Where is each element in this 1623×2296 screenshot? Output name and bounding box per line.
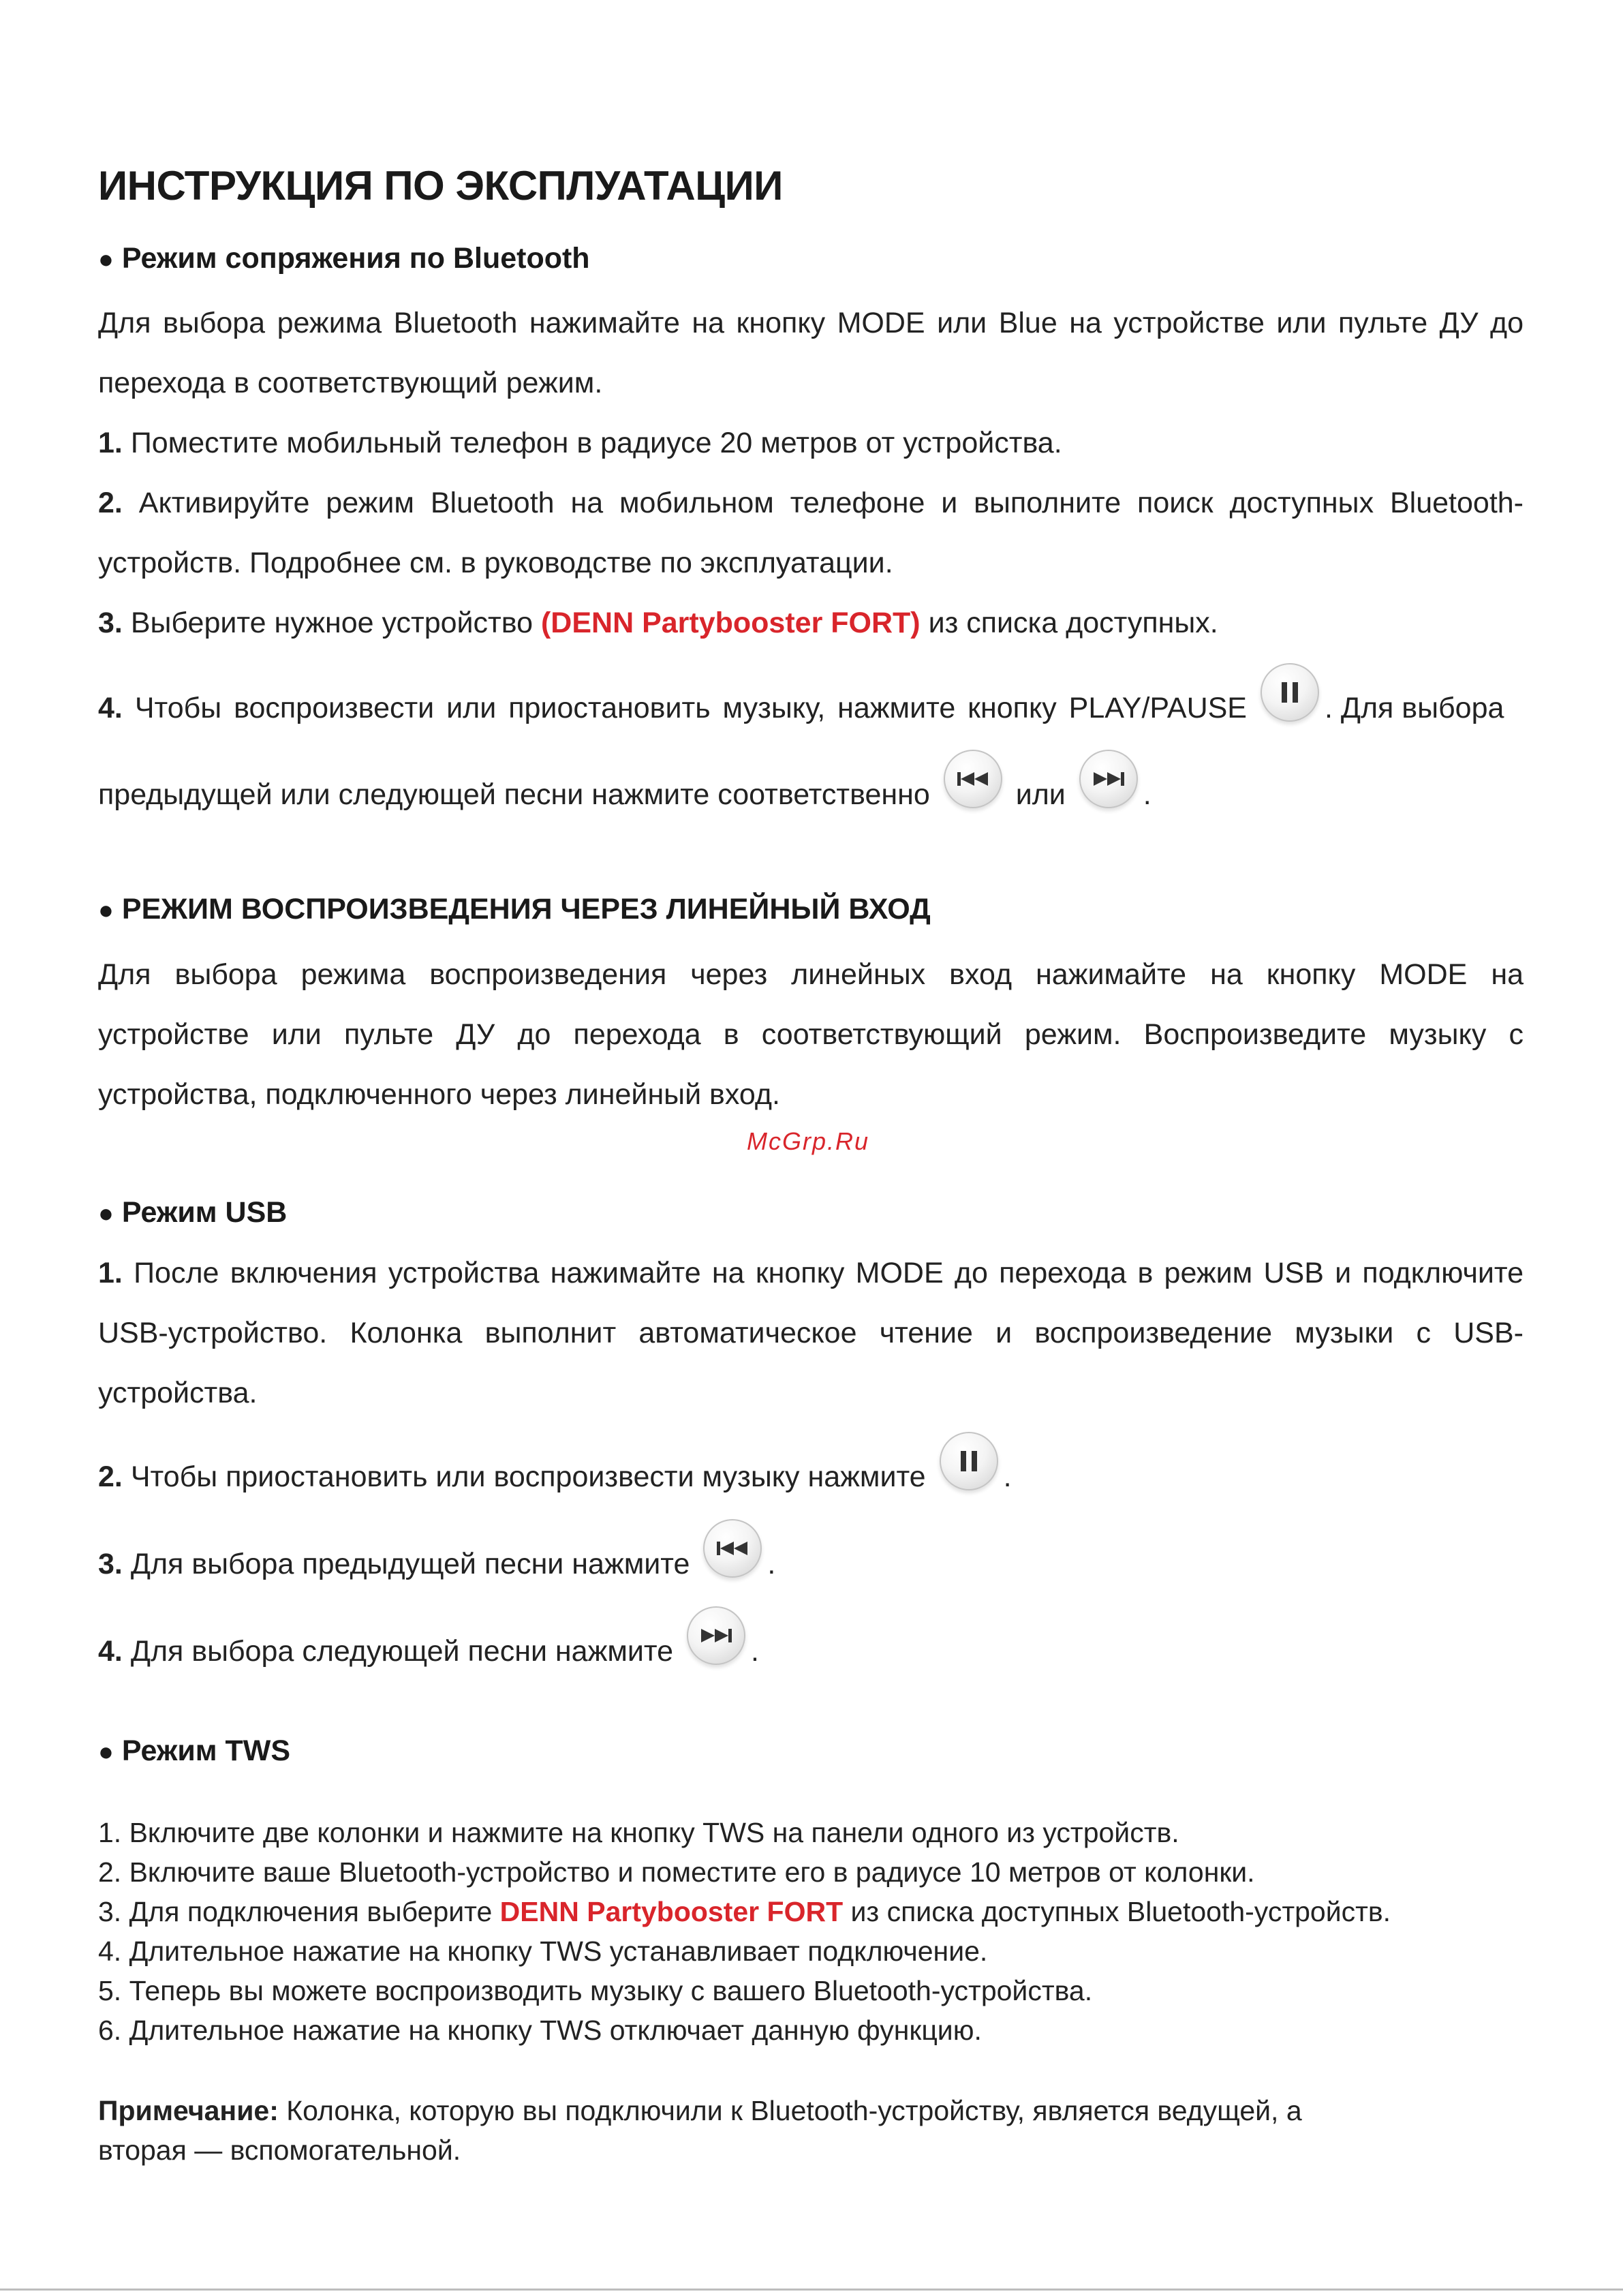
note-line2: вторая — вспомогательной. bbox=[98, 2134, 461, 2166]
tws-list bbox=[98, 1813, 1391, 2050]
step-number: 2. bbox=[98, 1460, 123, 1493]
linein-heading-text: РЕЖИМ ВОСПРОИЗВЕДЕНИЯ ЧЕРЕЗ ЛИНЕЙНЫЙ ВХОД bbox=[121, 893, 931, 925]
device-name: (DENN Partybooster FORT) bbox=[540, 607, 921, 639]
note bbox=[98, 2091, 1302, 2170]
linein-heading bbox=[98, 893, 931, 926]
usb-heading bbox=[98, 1196, 287, 1229]
bullet-icon: ● bbox=[98, 1199, 114, 1228]
bluetooth-step-3 bbox=[98, 593, 1218, 653]
page-title: ИНСТРУКЦИЯ ПО ЭКСПЛУАТАЦИИ bbox=[98, 163, 783, 209]
linein-line1: Для выбора режима воспроизведения через линейных вход нажимайте на кнопку MODE на bbox=[98, 958, 1524, 991]
bluetooth-step-1 bbox=[98, 413, 1062, 473]
tws-list-item: 2. Включите ваше Bluetooth-устройство и поместите его в радиусе 10 метров от колонки. bbox=[98, 1856, 1255, 1888]
step-number: 1. bbox=[98, 1257, 123, 1289]
step-text-after: . Для выбора bbox=[1324, 692, 1504, 724]
step-text-end: из списка доступных. bbox=[920, 607, 1218, 639]
bullet-icon: ● bbox=[98, 1738, 114, 1766]
bluetooth-step-2-line1 bbox=[98, 473, 1524, 533]
tws-heading bbox=[98, 1734, 290, 1768]
step-text: Для выбора предыдущей песни нажмите bbox=[122, 1548, 690, 1580]
bluetooth-intro-line2: перехода в соответствующий режим. bbox=[98, 367, 603, 399]
step-number: 4. bbox=[98, 692, 123, 724]
step-number: 1. bbox=[98, 427, 123, 459]
step-text: После включения устройства нажимайте на кнопку MODE до перехода в режим USB и подключите bbox=[122, 1257, 1524, 1289]
tws-item-text: 3. Для подключения выберите bbox=[98, 1896, 500, 1927]
bluetooth-step-4-line1 bbox=[98, 678, 1524, 739]
note-label: Примечание: bbox=[98, 2095, 279, 2126]
next-track-icon bbox=[687, 1606, 745, 1665]
bluetooth-heading bbox=[98, 242, 590, 275]
previous-track-icon bbox=[944, 750, 1002, 808]
usb-step-1-line3: устройства. bbox=[98, 1377, 258, 1409]
step-text: Чтобы воспроизвести или приостановить музыку, нажмите кнопку PLAY/PAUSE bbox=[122, 692, 1247, 724]
period: . bbox=[767, 1548, 776, 1580]
step-text: Для выбора следующей песни нажмите bbox=[122, 1635, 674, 1668]
tws-list-item: 4. Длительное нажатие на кнопку TWS устанавливает подключение. bbox=[98, 1935, 988, 1967]
tws-list-item bbox=[98, 1892, 1391, 1931]
note-line1 bbox=[98, 2091, 1302, 2130]
or-text: или bbox=[1015, 778, 1066, 811]
device-name: DENN Partybooster FORT bbox=[499, 1896, 844, 1927]
tws-list-item: 6. Длительное нажатие на кнопку TWS отключает данную функцию. bbox=[98, 2015, 982, 2046]
step-number: 4. bbox=[98, 1635, 123, 1668]
usb-step-1-line1 bbox=[98, 1243, 1524, 1303]
usb-step-4 bbox=[98, 1621, 759, 1683]
bluetooth-step-4-line2 bbox=[98, 765, 1151, 826]
step-text: предыдущей или следующей песни нажмите соответственно bbox=[98, 778, 930, 811]
pause-icon bbox=[1261, 663, 1319, 722]
period: . bbox=[1143, 778, 1151, 811]
period: . bbox=[751, 1635, 759, 1668]
bluetooth-intro-line1: Для выбора режима Bluetooth нажимайте на кнопку MODE или Blue на устройстве или пульте ДУ до bbox=[98, 307, 1524, 339]
period: . bbox=[1003, 1460, 1012, 1493]
usb-step-1-line2: USB-устройство. Колонка выполнит автоматическое чтение и воспроизведение музыки с USB- bbox=[98, 1317, 1524, 1349]
watermark: McGrp.Ru bbox=[747, 1127, 870, 1155]
usb-step-2 bbox=[98, 1447, 1012, 1508]
bluetooth-step-2-line2: устройств. Подробнее см. в руководстве по эксплуатации. bbox=[98, 547, 893, 579]
previous-track-icon bbox=[703, 1519, 762, 1578]
note-text: Колонка, которую вы подключили к Bluetooth-устройству, является ведущей, а bbox=[278, 2095, 1302, 2126]
linein-line3: устройства, подключенного через линейный вход. bbox=[98, 1078, 780, 1111]
tws-heading-text: Режим TWS bbox=[121, 1734, 291, 1767]
next-track-icon bbox=[1079, 750, 1138, 808]
step-number: 3. bbox=[98, 607, 123, 639]
tws-list-item: 1. Включите две колонки и нажмите на кнопку TWS на панели одного из устройств. bbox=[98, 1817, 1179, 1848]
step-number: 2. bbox=[98, 487, 123, 519]
footer-divider bbox=[0, 2289, 1623, 2291]
step-text: Чтобы приостановить или воспроизвести музыку нажмите bbox=[122, 1460, 926, 1493]
tws-item-text-end: из списка доступных Bluetooth-устройств. bbox=[843, 1896, 1391, 1927]
linein-line2: устройстве или пульте ДУ до перехода в соответствующий режим. Воспроизведите музыку с bbox=[98, 1018, 1524, 1051]
pause-icon bbox=[940, 1432, 998, 1490]
bullet-icon: ● bbox=[98, 896, 114, 925]
bullet-icon: ● bbox=[98, 245, 114, 274]
step-number: 3. bbox=[98, 1548, 123, 1580]
step-text: Поместите мобильный телефон в радиусе 20 метров от устройства. bbox=[122, 427, 1062, 459]
tws-list-item: 5. Теперь вы можете воспроизводить музыку с вашего Bluetooth-устройства. bbox=[98, 1975, 1093, 2006]
step-text: Активируйте режим Bluetooth на мобильном телефоне и выполните поиск доступных Bluetooth- bbox=[122, 487, 1524, 519]
bluetooth-heading-text: Режим сопряжения по Bluetooth bbox=[121, 242, 590, 275]
usb-step-3 bbox=[98, 1534, 775, 1595]
usb-heading-text: Режим USB bbox=[121, 1196, 288, 1229]
step-text: Выберите нужное устройство bbox=[122, 607, 541, 639]
